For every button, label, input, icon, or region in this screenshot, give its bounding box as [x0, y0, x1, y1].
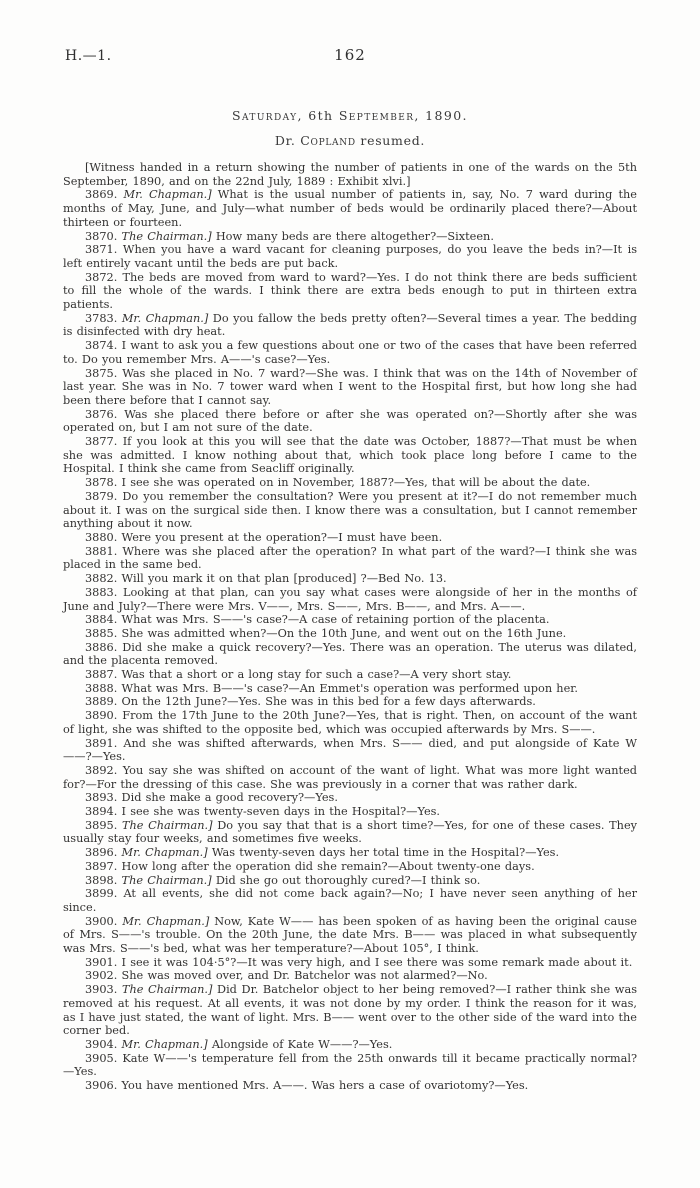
qa-paragraph — [63, 243, 637, 270]
qa-paragraph — [63, 271, 637, 312]
qa-text: I see she was twenty-seven days in the Hospital?—Yes. — [121, 805, 441, 819]
question-number: 3883. — [85, 585, 118, 599]
question-number: 3884. — [85, 613, 118, 627]
qa-text: Do you say that that is a short time?—Yes, for one of these cases. They usually stay four weeks, and sometimes five weeks. — [63, 818, 638, 846]
qa-text: She was admitted when?—On the 10th June, and went out on the 16th June. — [121, 626, 567, 640]
question-number: 3874. — [85, 339, 118, 353]
session-mid: , 6th — [297, 108, 339, 123]
question-number: 3902. — [85, 969, 118, 983]
qa-paragraph — [63, 915, 637, 956]
question-number: 3892. — [85, 763, 118, 777]
resumed-suffix: resumed. — [355, 133, 426, 148]
qa-paragraph — [63, 1079, 637, 1093]
question-number: 3899. — [85, 887, 118, 901]
qa-text: Will you mark it on that plan [produced] ?—Bed No. 13. — [121, 572, 447, 586]
question-number: 3900. — [85, 914, 118, 928]
qa-text: Do you remember the consultation? Were you present at it?—I do not remember much about it. I was on the surgical side then. I know there was a consultation, but I cannot remember anything about it now. — [63, 489, 637, 531]
qa-text: Was that a short or a long stay for such a case?—A very short stay. — [121, 668, 512, 682]
qa-paragraph — [63, 367, 637, 408]
qa-text: Looking at that plan, can you say what cases were alongside of her in the months of June and July?—There were Mrs. V——, Mrs. S——, Mrs. B——, and Mrs. A——. — [63, 585, 637, 613]
qa-text: What is the usual number of patients in, say, No. 7 ward during the months of May, June, and July—what number of beds would be ordinarily placed there?—About thirteen or fourteen. — [63, 188, 637, 229]
speaker-name: Mr. Chapman.] — [121, 1038, 208, 1051]
session-month: September — [338, 108, 415, 123]
qa-text: Was twenty-seven days her total time in the Hospital?—Yes. — [211, 846, 560, 860]
question-number: 3878. — [85, 476, 118, 490]
qa-paragraph — [63, 1052, 637, 1079]
qa-paragraph — [63, 737, 637, 764]
witness-note: [Witness handed in a return showing the number of patients in one of the wards on the 5th September, 1890, and on the 22nd July, 1889 : Exhibit xlvi.] — [63, 161, 637, 188]
qa-paragraph — [63, 545, 637, 572]
qa-paragraph — [63, 682, 637, 696]
question-number: 3890. — [85, 709, 118, 723]
qa-text: Do you fallow the beds pretty often?—Several times a year. The bedding is disinfected with dry heat. — [63, 311, 637, 339]
speaker-name: Mr. Chapman.] — [122, 914, 210, 928]
speaker-name: The Chairman.] — [121, 983, 213, 997]
testimony-body — [63, 161, 637, 1093]
qa-paragraph — [63, 613, 637, 627]
speaker-name: The Chairman.] — [122, 818, 213, 832]
speaker-name: Mr. Chapman.] — [121, 846, 208, 860]
question-number: 3871. — [85, 243, 118, 257]
qa-text: When you have a ward vacant for cleaning purposes, do you leave the beds in?—It is left entirely vacant until the beds are put back. — [63, 243, 637, 270]
running-header — [63, 46, 637, 64]
qa-paragraph — [63, 531, 637, 545]
question-number: 3876. — [85, 407, 118, 421]
question-number: 3904. — [85, 1038, 118, 1051]
page-number: 162 — [334, 46, 366, 64]
qa-paragraph — [63, 805, 637, 819]
qa-paragraph — [63, 819, 637, 846]
qa-paragraph — [63, 476, 637, 490]
qa-text: I see it was 104·5°?—It was very high, and I see there was some remark made about it. — [121, 955, 633, 969]
qa-text: She was moved over, and Dr. Batchelor was not alarmed?—No. — [121, 969, 488, 983]
question-number: 3783. — [85, 311, 118, 325]
question-number: 3894. — [85, 805, 118, 819]
question-number: 3880. — [85, 530, 118, 544]
qa-paragraph — [63, 641, 637, 668]
question-number: 3889. — [85, 695, 118, 709]
question-number: 3896. — [85, 846, 118, 860]
qa-paragraph — [63, 490, 637, 531]
qa-paragraph — [63, 969, 637, 983]
qa-text: On the 12th June?—Yes. She was in this bed for a few days afterwards. — [121, 695, 536, 709]
qa-text: The beds are moved from ward to ward?—Yes. I do not think there are beds sufficient to fill the whole of the wards. I think there are extra beds enough to put in thirteen extra patients. — [63, 270, 637, 312]
qa-paragraph — [63, 1038, 637, 1052]
question-number: 3870. — [85, 229, 118, 243]
qa-text: Did she make a quick recovery?—Yes. There was an operation. The uterus was dilated, and the placenta removed. — [63, 640, 637, 668]
qa-text: Did Dr. Batchelor object to her being removed?—I rather think she was removed at his request. At all events, it was not done by my order. I think the reason for it was, as I have just stated, the want of light. Mrs. B—— went over to the other side of the ward into the corner bed. — [63, 983, 637, 1038]
question-number: 3905. — [85, 1051, 118, 1065]
question-number: 3898. — [85, 873, 118, 887]
question-number: 3897. — [85, 859, 118, 873]
question-number: 3901. — [85, 955, 118, 969]
question-number: 3906. — [85, 1079, 118, 1093]
qa-text: At all events, she did not come back again?—No; I have never seen anything of her since. — [63, 887, 637, 914]
qa-paragraph — [63, 791, 637, 805]
qa-text: Where was she placed after the operation? In what part of the ward?—I think she was placed in the same bed. — [63, 544, 637, 572]
question-number: 3888. — [85, 681, 118, 695]
qa-text: Was she placed in No. 7 ward?—She was. I think that was on the 14th of November of last year. She was in No. 7 tower ward when I went to the Hospital first, but how long she had been there before that I cannot say. — [63, 366, 637, 407]
question-number: 3881. — [85, 544, 118, 558]
qa-text: Were you present at the operation?—I must have been. — [121, 530, 443, 544]
qa-text: I see she was operated on in November, 1887?—Yes, that will be about the date. — [121, 476, 591, 490]
qa-paragraph — [63, 188, 637, 229]
qa-paragraph — [63, 627, 637, 641]
qa-paragraph — [63, 586, 637, 613]
witness-resumed-heading — [0, 133, 700, 148]
qa-paragraph — [63, 695, 637, 709]
session-end: , 1890. — [414, 108, 468, 123]
qa-text: What was Mrs. B——'s case?—An Emmet's operation was performed upon her. — [121, 681, 579, 695]
qa-text: Did she go out thoroughly cured?—I think so. — [215, 873, 481, 887]
qa-paragraph — [63, 764, 637, 791]
speaker-name: The Chairman.] — [121, 229, 212, 243]
witness-name: Copland — [300, 133, 356, 148]
question-number: 3879. — [85, 489, 118, 503]
qa-paragraph — [63, 339, 637, 366]
qa-text: Now, Kate W—— has been spoken of as having been the original cause of Mrs. S——'s trouble. On the 20th June, the date Mrs. B—— was placed in what subsequently was Mrs. S——'s bed, what was her temperature?—About 105°, I think. — [63, 914, 637, 956]
question-number: 3877. — [85, 435, 118, 449]
question-number: 3885. — [85, 626, 118, 640]
qa-paragraph — [63, 408, 637, 435]
qa-text: Did she make a good recovery?—Yes. — [121, 791, 338, 805]
question-number: 3893. — [85, 791, 118, 805]
question-number: 3882. — [85, 572, 118, 586]
speaker-name: The Chairman.] — [121, 873, 212, 887]
qa-paragraph — [63, 668, 637, 682]
qa-text: Was she placed there before or after she was operated on?—Shortly after she was operated on, but I am not sure of the date. — [63, 407, 637, 435]
qa-paragraph — [63, 956, 637, 970]
qa-paragraph — [63, 572, 637, 586]
qa-paragraph — [63, 230, 637, 244]
doc-reference: H.—1. — [65, 48, 112, 64]
question-number: 3872. — [85, 270, 118, 284]
qa-paragraph — [63, 435, 637, 476]
qa-paragraph — [63, 860, 637, 874]
qa-paragraph — [63, 887, 637, 914]
qa-text: Kate W——'s temperature fell from the 25th onwards till it became practically normal?—Yes. — [63, 1051, 637, 1079]
question-number: 3903. — [85, 983, 118, 997]
question-number: 3891. — [85, 736, 118, 750]
qa-paragraph — [63, 846, 637, 860]
qa-text: From the 17th June to the 20th June?—Yes, that is right. Then, on account of the want of light, she was shifted to the opposite bed, which was occupied afterwards by Mrs. S——. — [63, 709, 637, 736]
speaker-name: Mr. Chapman.] — [121, 311, 209, 325]
qa-text: I want to ask you a few questions about one or two of the cases that have been referred to. Do you remember Mrs. A——'s case?—Yes. — [63, 339, 637, 366]
question-number: 3886. — [85, 640, 118, 654]
qa-text: How long after the operation did she remain?—About twenty-one days. — [121, 859, 535, 873]
qa-text: You say she was shifted on account of the want of light. What was more light wanted for?—For the dressing of this case. She was previously in a corner that was rather dark. — [63, 763, 637, 791]
qa-text: How many beds are there altogether?—Sixteen. — [215, 229, 494, 243]
session-date-heading — [0, 108, 700, 123]
speaker-name: Mr. Chapman.] — [123, 188, 212, 202]
qa-text: What was Mrs. S——'s case?—A case of retaining portion of the placenta. — [121, 613, 550, 627]
question-number: 3887. — [85, 668, 118, 682]
qa-text: If you look at this you will see that the date was October, 1887?—That must be when she was admitted. I know nothing about that, which took place long before I came to the Hospital. I think she came from Seacliff originally. — [63, 435, 637, 476]
qa-paragraph — [63, 709, 637, 736]
resumed-prefix: Dr. — [274, 133, 301, 148]
qa-paragraph — [63, 983, 637, 1038]
qa-text: And she was shifted afterwards, when Mrs. S—— died, and put alongside of Kate W——?—Yes. — [63, 736, 637, 764]
question-number: 3875. — [85, 366, 118, 380]
qa-paragraph — [63, 312, 637, 339]
qa-paragraph — [63, 874, 637, 888]
question-number: 3895. — [85, 818, 118, 832]
session-day: Saturday — [232, 108, 298, 123]
question-number: 3869. — [85, 188, 118, 202]
qa-text: Alongside of Kate W——?—Yes. — [211, 1038, 393, 1051]
qa-text: You have mentioned Mrs. A——. Was hers a case of ovariotomy?—Yes. — [121, 1079, 529, 1093]
